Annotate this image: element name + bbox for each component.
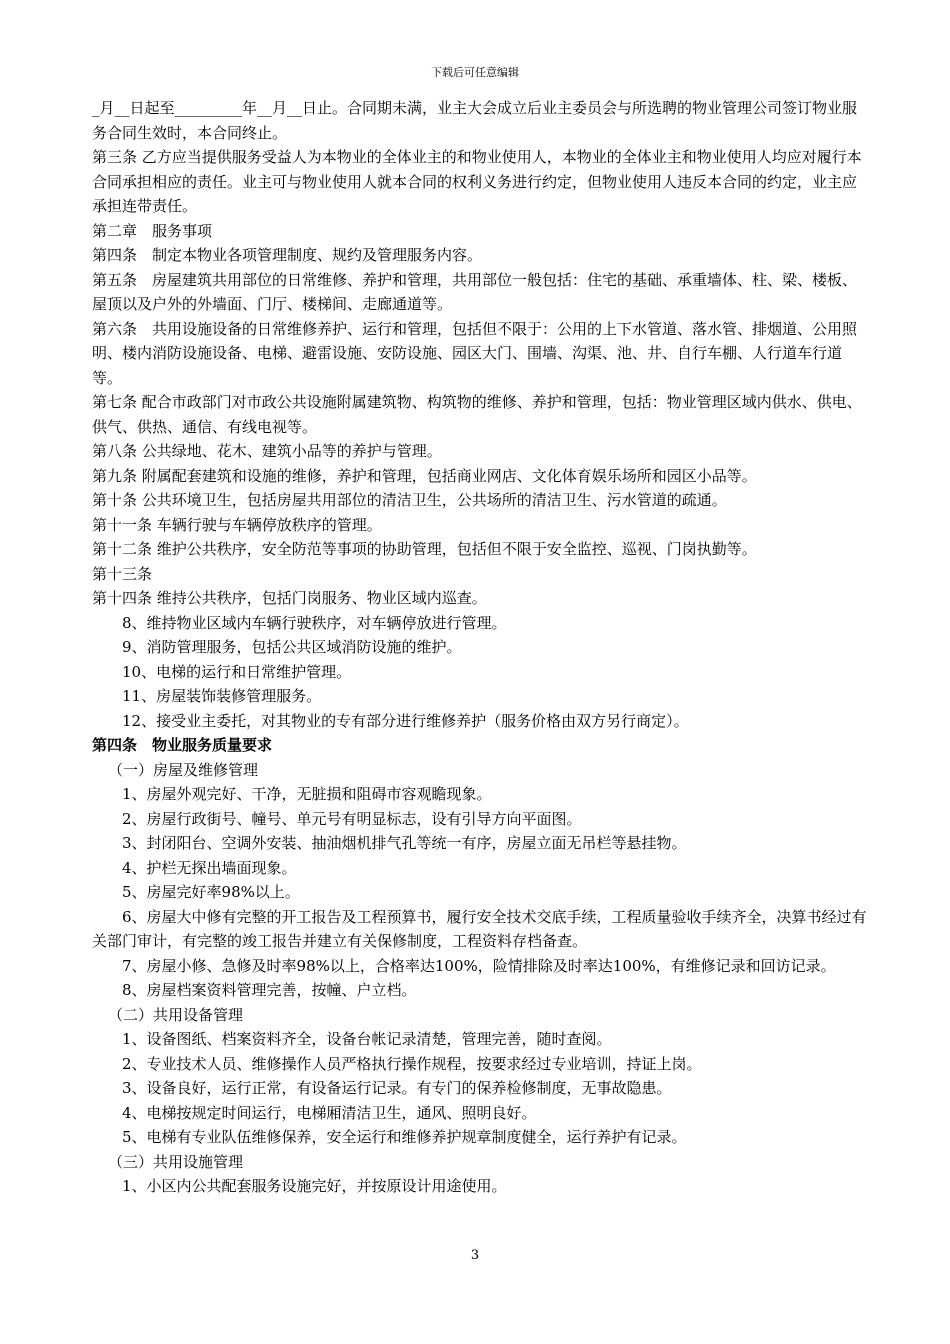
list-item: 4、护栏无探出墙面现象。 — [122, 858, 297, 877]
list-item: 3、封闭阳台、空调外安装、抽油烟机排气孔等统一有序，房屋立面无吊栏等悬挂物。 — [122, 834, 687, 852]
article-14: 第十四条 维持公共秩序，包括门岗服务、物业区域内巡查。 — [92, 589, 487, 607]
article-11: 第十一条 车辆行驶与车辆停放秩序的管理。 — [92, 515, 382, 534]
section-heading: 第四条 物业服务质量要求 — [92, 736, 273, 754]
page-footer — [0, 1248, 950, 1263]
page-number: 3 — [470, 1248, 480, 1263]
list-item: 5、电梯有专业队伍维修保养，安全运行和维修养护规章制度健全，运行养护有记录。 — [122, 1128, 687, 1146]
list-item: 12、接受业主委托，对其物业的专有部分进行维修养护（服务价格由双方另行商定）。 — [122, 711, 689, 730]
chapter-heading: 第二章 服务事项 — [92, 221, 213, 240]
header-note: 下载后可任意编辑 — [431, 66, 519, 79]
list-item: 1、房屋外观完好、干净，无脏损和阻碍市容观瞻现象。 — [122, 785, 492, 803]
list-item: 8、房屋档案资料管理完善，按幢、户立档。 — [122, 981, 417, 999]
article-3: 第三条 乙方应当提供服务受益人为本物业的全体业主的和物业使用人，本物业的全体业主和物业使用人均应对履行本合同承担相应的责任。业主可与物业使用人就本合同的权利义务进行约定，但物业使用人违反本合同的约定，业主应承担连带责任。 — [92, 148, 862, 215]
list-item: 10、电梯的运行和日常维护管理。 — [122, 662, 352, 681]
list-item: 9、消防管理服务，包括公共区域消防设施的维护。 — [122, 638, 462, 656]
document-body — [92, 96, 868, 1199]
list-item: 5、房屋完好率98%以上。 — [122, 883, 300, 901]
paragraph: _月__日起至_________年__月__日止。合同期未满，业主大会成立后业主委员会与所选聘的物业管理公司签订物业服务合同生效时，本合同终止。 — [92, 99, 858, 142]
list-item: 6、房屋大中修有完整的开工报告及工程预算书，履行安全技术交底手续，工程质量验收手续齐全，决算书经过有关部门审计，有完整的竣工报告并建立有关保修制度，工程资料存档备查。 — [92, 907, 867, 950]
subsection-heading: （一）房屋及维修管理 — [108, 760, 259, 779]
article-8: 第八条 公共绿地、花木、建筑小品等的养护与管理。 — [92, 442, 442, 460]
article-9: 第九条 附属配套建筑和设施的维修，养护和管理，包括商业网店、文化体育娱乐场所和园区小品等。 — [92, 466, 757, 485]
list-item: 3、设备良好，运行正常，有设备运行记录。有专门的保养检修制度，无事故隐患。 — [122, 1079, 672, 1097]
article-6: 第六条 共用设施设备的日常维修养护、运行和管理，包括但不限于：公用的上下水管道、落水管、排烟道、公用照明、楼内消防设施设备、电梯、避雷设施、安防设施、园区大门、围墙、沟渠、池、井、自行车棚、人行道车行道等。 — [92, 319, 858, 387]
article-13: 第十三条 — [92, 564, 153, 583]
list-item: 4、电梯按规定时间运行，电梯厢清洁卫生，通风、照明良好。 — [122, 1103, 537, 1122]
article-7: 第七条 配合市政部门对市政公共设施附属建筑物、构筑物的维修、养护和管理，包括：物业管理区域内供水、供电、供气、供热、通信、有线电视等。 — [92, 393, 862, 436]
list-item: 1、小区内公共配套服务设施完好，并按原设计用途使用。 — [122, 1177, 507, 1195]
subsection-heading: （三）共用设施管理 — [108, 1152, 244, 1171]
article-5: 第五条 房屋建筑共用部位的日常维修、养护和管理，共用部位一般包括：住宅的基础、承重墙体、柱、梁、楼板、屋顶以及户外的外墙面、门厅、楼梯间、走廊通道等。 — [92, 270, 858, 313]
list-item: 11、房屋装饰装修管理服务。 — [122, 687, 322, 705]
list-item: 7、房屋小修、急修及时率98%以上，合格率达100%，险情排除及时率达100%，有维修记录和回访记录。 — [122, 956, 836, 975]
list-item: 8、维持物业区域内车辆行驶秩序，对车辆停放进行管理。 — [122, 613, 507, 632]
list-item: 2、专业技术人员、维修操作人员严格执行操作规程，按要求经过专业培训，持证上岗。 — [122, 1054, 702, 1073]
list-item: 2、房屋行政街号、幢号、单元号有明显标志，设有引导方向平面图。 — [122, 809, 582, 828]
list-item: 1、设备图纸、档案资料齐全，设备台帐记录清楚，管理完善，随时查阅。 — [122, 1030, 612, 1048]
article-10: 第十条 公共环境卫生，包括房屋共用部位的清洁卫生，公共场所的清洁卫生、污水管道的疏通。 — [92, 491, 727, 509]
subsection-heading: （二）共用设备管理 — [108, 1005, 244, 1024]
article-4: 第四条 制定本物业各项管理制度、规约及管理服务内容。 — [92, 246, 483, 264]
article-12: 第十二条 维护公共秩序，安全防范等事项的协助管理，包括但不限于安全监控、巡视、门岗执勤等。 — [92, 540, 757, 558]
page-header — [0, 64, 950, 80]
